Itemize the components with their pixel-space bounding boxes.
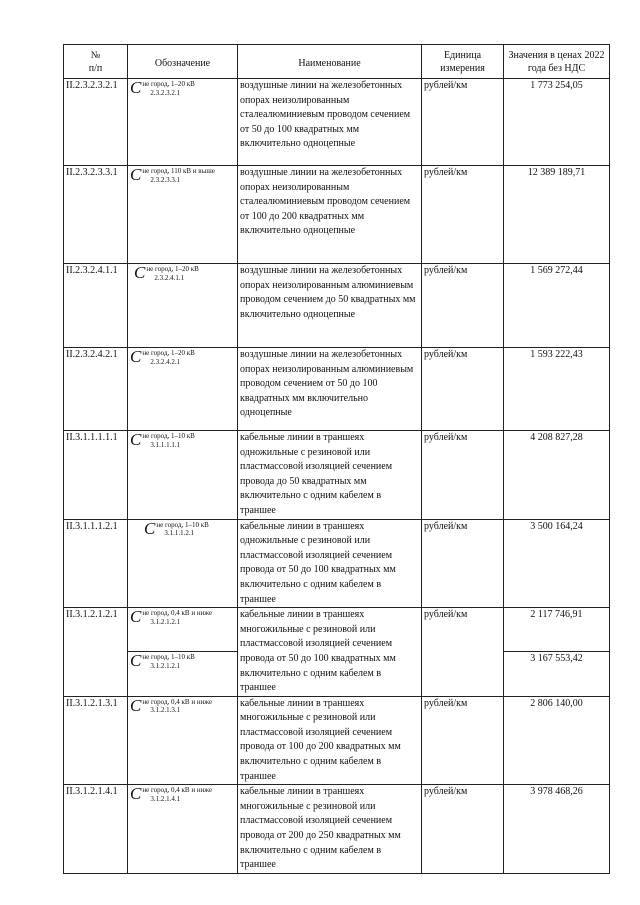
header-num-line2: п/п: [88, 63, 103, 74]
row-designation: [128, 264, 238, 348]
designation-symbol: C: [130, 347, 142, 366]
row-number: II.3.1.1.1.2.1: [64, 519, 128, 608]
row-unit: рублей/км: [422, 79, 504, 166]
header-designation: Обозначение: [128, 45, 238, 79]
header-num: [64, 45, 128, 79]
row-designation: [128, 519, 238, 608]
row-number: II.2.3.2.4.2.1: [64, 348, 128, 431]
designation-symbol: C: [130, 784, 142, 804]
row-designation: [128, 79, 238, 166]
table-row: [64, 431, 610, 520]
header-value: Значения в ценах 2022 года без НДС: [504, 45, 610, 79]
row-unit: рублей/км: [422, 431, 504, 520]
designation-superscript: не город, 1–10 кВ: [142, 432, 195, 440]
table-row: [64, 608, 610, 652]
designation-subscript: 3.1.2.1.2.1: [150, 617, 181, 626]
row-number: II.2.3.2.4.1.1: [64, 264, 128, 348]
table-row: [64, 785, 610, 874]
row-value: 2 117 746,91: [504, 608, 610, 652]
table-row: [64, 79, 610, 166]
designation-superscript: не город, 1–20 кВ: [146, 265, 199, 273]
row-unit: рублей/км: [422, 608, 504, 697]
row-value: 3 978 468,26: [504, 785, 610, 874]
designation-superscript: не город, 0,4 кВ и ниже: [142, 609, 213, 618]
table-row: [64, 348, 610, 431]
row-number: II.2.3.2.3.3.1: [64, 166, 128, 264]
designation-symbol: C: [134, 263, 146, 282]
row-number: II.3.1.2.1.4.1: [64, 785, 128, 874]
row-name: кабельные линии в траншеях многожильные с резиновой или пластмассовой изоляцией сечением провода от 100 до 200 квадратных мм включительно с одним кабелем в траншее: [238, 696, 422, 785]
row-designation: [128, 348, 238, 431]
row-number: II.3.1.2.1.3.1: [64, 696, 128, 785]
row-designation: [128, 652, 238, 696]
row-value: 1 593 222,43: [504, 348, 610, 431]
row-name: воздушные линии на железобетонных опорах неизолированным сталеалюминиевым проводом сечением от 50 до 100 квадратных мм включительно одноцепные: [238, 79, 422, 166]
header-num-line1: №: [90, 50, 101, 61]
designation-superscript: не город, 1–10 кВ: [156, 520, 209, 529]
row-name: кабельные линии в траншеях многожильные с резиновой или пластмассовой изоляцией сечением провода от 200 до 250 квадратных мм включительно с одним кабелем в траншее: [238, 785, 422, 874]
header-row: [64, 45, 610, 79]
designation-symbol: C: [130, 430, 142, 449]
table-row: [64, 519, 610, 608]
row-designation: [128, 785, 238, 874]
row-name: воздушные линии на железобетонных опорах неизолированным алюминиевым проводом сечением от 50 до 100 квадратных мм включительно одноцепные: [238, 348, 422, 431]
row-name: воздушные линии на железобетонных опорах неизолированным алюминиевым проводом сечением до 50 квадратных мм включительно одноцепные: [238, 264, 422, 348]
designation-superscript: не город, 1–20 кВ: [142, 349, 195, 357]
designation-symbol: C: [130, 695, 142, 715]
designation-subscript: 3.1.2.1.4.1: [150, 794, 181, 803]
designation-superscript: не город, 0,4 кВ и ниже: [142, 697, 213, 706]
row-number: II.3.1.2.1.2.1: [64, 608, 128, 697]
row-designation: [128, 431, 238, 520]
table-row: [64, 166, 610, 264]
row-name: кабельные линии в траншеях одножильные с резиновой или пластмассовой изоляцией сечением провода от 50 до 100 квадратных мм включительно с одним кабелем в траншее: [238, 519, 422, 608]
table-row: [64, 696, 610, 785]
row-value: 12 389 189,71: [504, 166, 610, 264]
row-value: 3 167 553,42: [504, 652, 610, 696]
designation-superscript: не город, 110 кВ и выше: [142, 167, 215, 175]
designation-subscript: 3.1.2.1.3.1: [150, 706, 181, 715]
row-designation: [128, 166, 238, 264]
row-unit: рублей/км: [422, 785, 504, 874]
designation-symbol: C: [130, 607, 142, 627]
row-name: воздушные линии на железобетонных опорах неизолированным сталеалюминиевым проводом сечением от 100 до 200 квадратных мм включительно одноцепные: [238, 166, 422, 264]
designation-subscript: 3.1.2.1.2.1: [150, 661, 181, 670]
row-designation: [128, 608, 238, 652]
designation-subscript: 2.3.2.4.2.1: [150, 357, 181, 366]
designation-symbol: C: [130, 165, 142, 184]
row-value: 1 773 254,05: [504, 79, 610, 166]
designation-symbol: C: [130, 651, 142, 671]
designation-symbol: C: [130, 78, 142, 97]
row-unit: рублей/км: [422, 264, 504, 348]
designation-subscript: 2.3.2.3.3.1: [150, 175, 181, 184]
row-value: 2 806 140,00: [504, 696, 610, 785]
table-row: [64, 264, 610, 348]
designation-subscript: 2.3.2.4.1.1: [154, 273, 185, 282]
row-unit: рублей/км: [422, 348, 504, 431]
header-name: Наименование: [238, 45, 422, 79]
designation-subscript: 3.1.1.1.1.1: [150, 440, 181, 449]
rates-table: [63, 44, 610, 874]
designation-superscript: не город, 1–10 кВ: [142, 653, 195, 662]
row-designation: [128, 696, 238, 785]
row-name: кабельные линии в траншеях многожильные с резиновой или пластмассовой изоляцией сечением провода от 50 до 100 квадратных мм включительно с одним кабелем в траншее: [238, 608, 422, 697]
designation-superscript: не город, 1–20 кВ: [142, 80, 195, 88]
row-unit: рублей/км: [422, 519, 504, 608]
row-value: 4 208 827,28: [504, 431, 610, 520]
row-number: II.2.3.2.3.2.1: [64, 79, 128, 166]
row-number: II.3.1.1.1.1.1: [64, 431, 128, 520]
header-unit: Единица измерения: [422, 45, 504, 79]
row-unit: рублей/км: [422, 696, 504, 785]
row-value: 3 500 164,24: [504, 519, 610, 608]
row-name: кабельные линии в траншеях одножильные с резиновой или пластмассовой изоляцией сечением провода до 50 квадратных мм включительно с одним кабелем в траншее: [238, 431, 422, 520]
designation-symbol: C: [144, 518, 156, 538]
designation-superscript: не город, 0,4 кВ и ниже: [142, 786, 213, 795]
designation-subscript: 2.3.2.3.2.1: [150, 88, 181, 97]
row-value: 1 569 272,44: [504, 264, 610, 348]
designation-subscript: 3.1.1.1.2.1: [164, 529, 195, 538]
row-unit: рублей/км: [422, 166, 504, 264]
